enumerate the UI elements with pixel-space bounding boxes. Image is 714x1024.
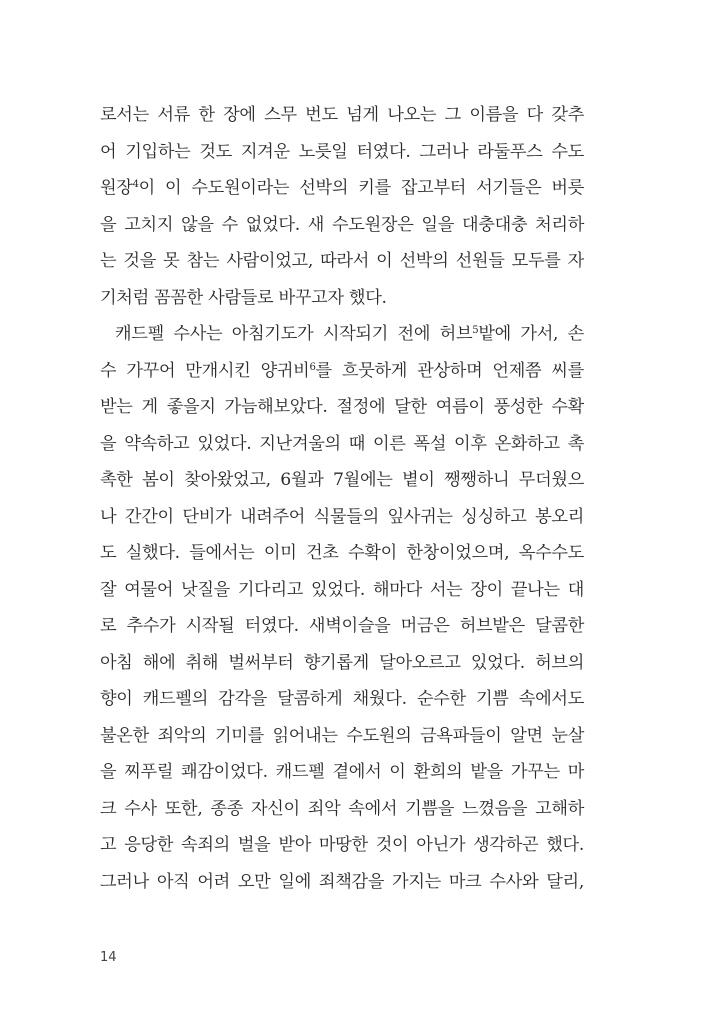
text-line: 고 응당한 속죄의 벌을 받아 마땅한 것이 아닌가 생각하곤 했다.	[100, 835, 584, 855]
text-line: 향이 캐드펠의 감각을 달콤하게 채웠다. 순수한 기쁨 속에서도	[100, 689, 584, 709]
text-line: 기처럼 꼼꼼한 사람들로 바꾸고자 했다.	[100, 287, 387, 308]
text-segment: 캐드펠 수사는 아침기도가 시작되기 전에 허브	[115, 324, 473, 344]
text-line: 잘 여물어 낫질을 기다리고 있었다. 해마다 서는 장이 끝나는 대	[100, 579, 584, 600]
page-number: 14	[100, 950, 117, 965]
text-line: 받는 게 좋을지 가늠해보았다. 절정에 달한 여름이 풍성한 수확	[100, 397, 584, 417]
text-line: 도 실했다. 들에서는 이미 건초 수확이 한창이었으며, 옥수수도	[100, 543, 584, 563]
text-line: 로 추수가 시작될 터였다. 새벽이슬을 머금은 허브밭은 달콤한	[100, 616, 584, 636]
text-segment: 밭에 가서, 손	[478, 324, 584, 344]
text-line: 아침 해에 취해 벌써부터 향기롭게 달아오르고 있었다. 허브의	[100, 652, 584, 673]
text-line: 을 고치지 않을 수 없었다. 새 수도원장은 일을 대충대충 처리하	[100, 214, 584, 235]
text-line: 촉한 봄이 찾아왔었고, 6월과 7월에는 볕이 쨍쨍하니 무더웠으	[100, 470, 584, 490]
text-line	[100, 170, 584, 207]
text-line: 어 기입하는 것도 지겨운 노릇일 터였다. 그러나 라둘푸스 수도	[100, 141, 584, 162]
text-line: 을 약속하고 있었다. 지난겨울의 때 이른 폭설 이후 온화하고 촉	[100, 433, 584, 454]
footnote-marker: 6	[309, 361, 316, 373]
text-line: 는 것을 못 참는 사람이었고, 따라서 이 선박의 선원들 모두를 자	[100, 251, 584, 271]
text-segment: 수 가꾸어 만개시킨 양귀비	[100, 360, 310, 381]
text-line	[100, 316, 584, 353]
text-line: 그러나 아직 어려 오만 일에 죄책감을 가지는 마크 수사와 달리,	[100, 871, 584, 892]
text-segment: 원장	[100, 178, 133, 198]
text-segment: 를 흐뭇하게 관상하며 언제쯤 씨를	[315, 360, 584, 381]
text-segment: 이 이 수도원이라는 선박의 키를 잡고부터 서기들은 버릇	[138, 178, 584, 198]
text-line	[100, 353, 584, 390]
footnote-marker: 5	[472, 325, 479, 336]
text-line: 크 수사 또한, 종종 자신이 죄악 속에서 기쁨을 느꼈음을 고해하	[100, 798, 584, 819]
text-line: 을 찌푸릴 쾌감이었다. 캐드펠 곁에서 이 환희의 밭을 가꾸는 마	[100, 762, 584, 782]
text-line: 나 간간이 단비가 내려주어 식물들의 잎사귀는 싱싱하고 봉오리	[100, 506, 584, 527]
footnote-marker: 4	[132, 179, 139, 190]
body-text	[100, 97, 584, 900]
text-line: 로서는 서류 한 장에 스무 번도 넘게 나오는 그 이름을 다 갖추	[100, 105, 584, 125]
text-line: 불온한 죄악의 기미를 읽어내는 수도원의 금욕파들이 알면 눈살	[100, 725, 584, 746]
